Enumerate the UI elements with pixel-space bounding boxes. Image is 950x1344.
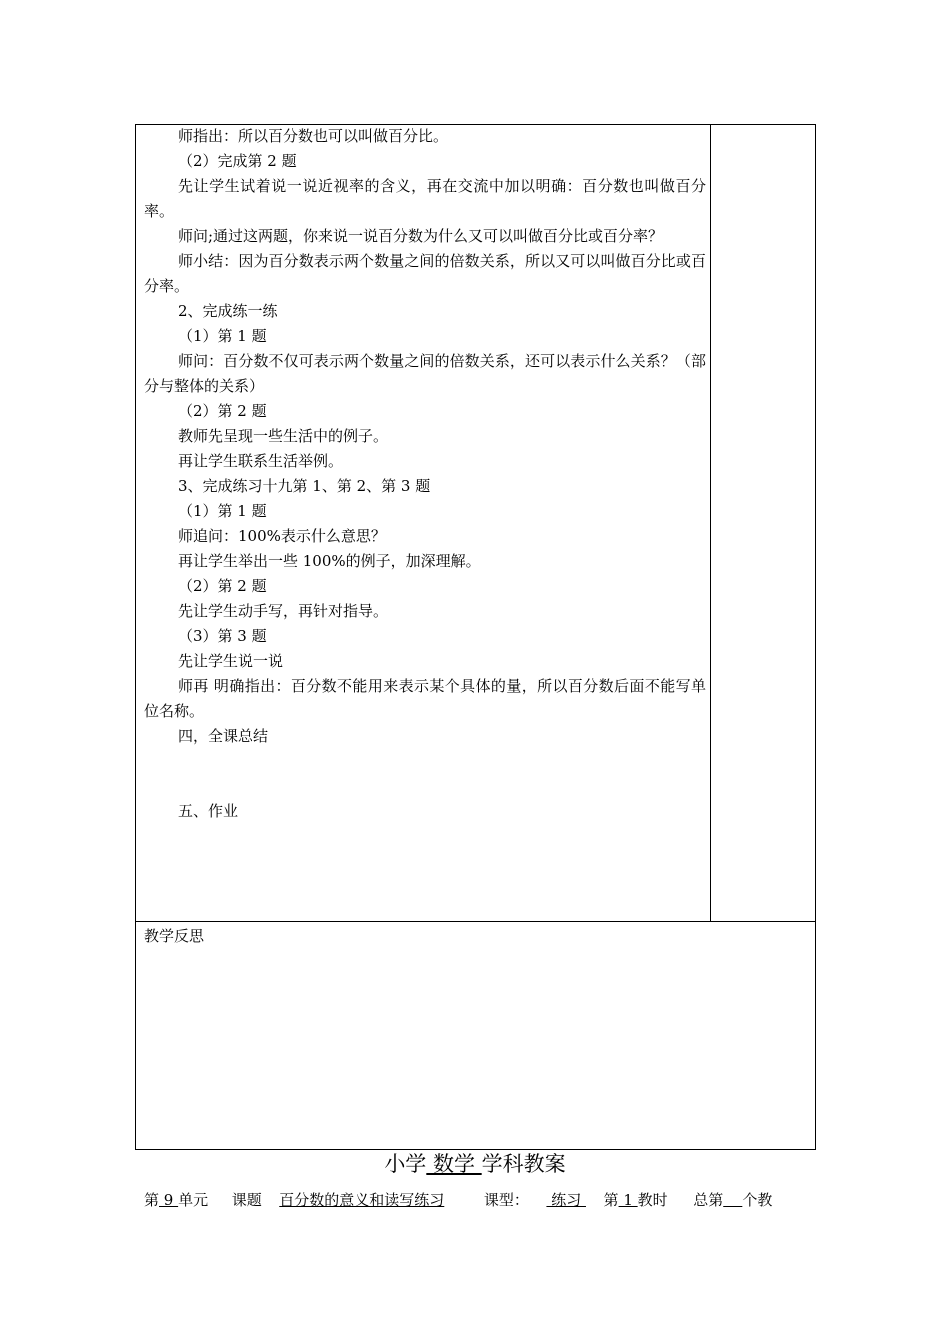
paragraph: （2）第 2 题 (178, 577, 267, 595)
title-subject: 数学 (426, 1152, 482, 1176)
paragraph: 再让学生联系生活举例。 (178, 452, 344, 470)
paragraph: 再让学生举出一些 100%的例子，加深理解。 (178, 552, 481, 570)
title-suffix: 学科教案 (481, 1152, 566, 1176)
paragraph: 3、完成练习十九第 1、第 2、第 3 题 (178, 477, 431, 495)
paragraph: 师问;通过这两题，你来说一说百分数为什么又可以叫做百分比或百分率？ (178, 227, 664, 245)
total-blank (723, 1189, 742, 1211)
paragraph: 教师先呈现一些生活中的例子。 (178, 427, 389, 445)
section-heading: 四，全课总结 (178, 727, 269, 745)
section-heading: 五、作业 (178, 802, 239, 820)
type-value: 练习 (546, 1191, 586, 1209)
plan-meta-line (144, 1189, 772, 1211)
notes-side-cell (710, 124, 816, 922)
reflection-cell (135, 921, 816, 1150)
paragraph: （1）第 1 题 (178, 502, 267, 520)
type-label: 课型： (483, 1191, 529, 1209)
unit-prefix: 第 (144, 1191, 160, 1209)
paragraph: 师再 明确指出：百分数不能用来表示某个具体的量，所以百分数后面不能写单位名称。 (144, 677, 706, 720)
total-prefix: 总第 (693, 1191, 724, 1209)
paragraph: 师问：百分数不仅可表示两个数量之间的倍数关系，还可以表示什么关系？（部分与整体的关系） (144, 352, 706, 395)
total-suffix: 个教 (742, 1191, 773, 1209)
paragraph: 师追问：100%表示什么意思？ (178, 527, 386, 545)
lesson-title: 百分数的意义和读写练习 (279, 1191, 445, 1209)
paragraph: （1）第 1 题 (178, 327, 267, 345)
paragraph: （2）完成第 2 题 (178, 152, 297, 170)
paragraph: 师指出：所以百分数也可以叫做百分比。 (178, 127, 449, 145)
paragraph: 先让学生动手写，再针对指导。 (178, 602, 389, 620)
unit-number: 9 (159, 1191, 179, 1209)
paragraph: 2、完成练一练 (178, 302, 278, 320)
title-prefix: 小学 (384, 1152, 427, 1176)
lesson-content (144, 124, 706, 824)
paragraph: 师小结：因为百分数表示两个数量之间的倍数关系，所以又可以叫做百分比或百分率。 (144, 252, 706, 295)
reflection-label: 教学反思 (144, 927, 205, 945)
paragraph: 先让学生说一说 (178, 652, 284, 670)
paragraph: （2）第 2 题 (178, 402, 267, 420)
plan-title (0, 1149, 950, 1179)
period-prefix: 第 (603, 1191, 619, 1209)
unit-suffix: 单元 (178, 1191, 209, 1209)
blank-space (144, 749, 706, 799)
paragraph: 先让学生试着说一说近视率的含义，再在交流中加以明确：百分数也叫做百分率。 (144, 177, 706, 220)
lesson-label: 课题 (231, 1191, 262, 1209)
period-suffix: 教时 (637, 1191, 668, 1209)
period-number: 1 (618, 1191, 638, 1209)
paragraph: （3）第 3 题 (178, 627, 267, 645)
